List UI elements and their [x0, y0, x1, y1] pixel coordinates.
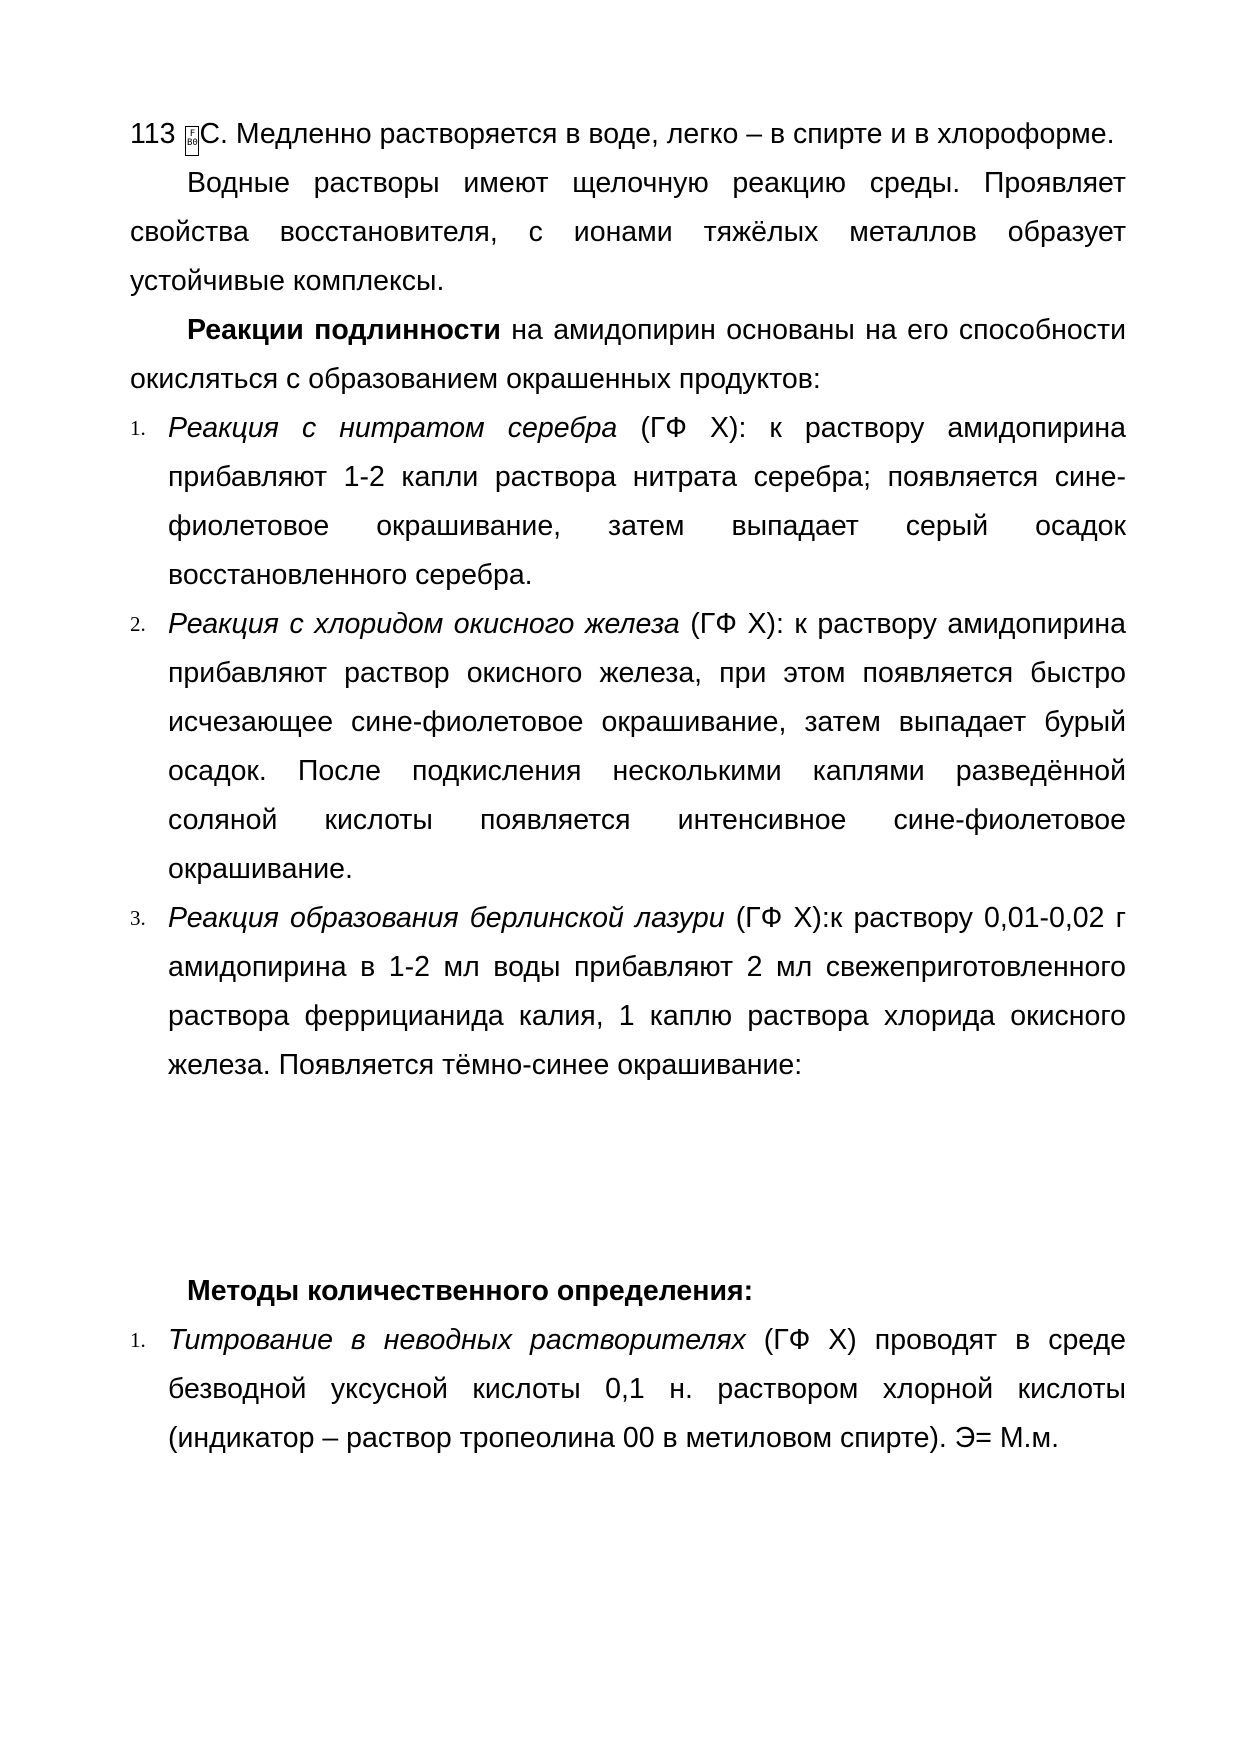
reaction-text: (ГФ Х):к раствору 0,01-0,02 г амидопирина в 1-2 мл воды прибавляют 2 мл свежеприготовленного раствора феррицианида калия, 1 каплю раствора хлорида окисного железа. Появляется тёмно-синее окрашивание: — [168, 902, 1126, 1081]
intro-text: С. Медленно растворяется в воде, легко – в спирте и в хлороформе. — [199, 118, 1115, 150]
document-page — [130, 110, 1126, 1463]
properties-paragraph: Водные растворы имеют щелочную реакцию среды. Проявляет свойства восстановителя, с ионами тяжёлых металлов образует устойчивые комплексы. — [130, 167, 1126, 297]
list-item-number: 1. — [130, 1328, 146, 1352]
reaction-text: (ГФ Х): к раствору амидопирина прибавляют раствор окисного железа, при этом появляется быстро исчезающее сине-фиолетовое окрашивание, затем выпадает бурый осадок. После подкисления несколькими каплями разведённой соляной кислоты появляется интенсивное сине-фиолетовое окрашивание. — [168, 608, 1126, 885]
missing-symbol-icon: F B0 — [185, 126, 199, 156]
list-item — [130, 894, 1126, 1090]
reactions-list — [130, 404, 1126, 1090]
reaction-text: (ГФ Х): к раствору амидопирина прибавляют 1-2 капли раствора нитрата серебра; появляется сине-фиолетовое окрашивание, затем выпадает серый осадок восстановленного серебра. — [168, 412, 1126, 591]
quantitative-heading: Методы количественного определения: — [187, 1275, 754, 1307]
reaction-title: Реакция с хлоридом окисного железа — [168, 608, 680, 640]
method-text: (ГФ Х) проводят в среде безводной уксусной кислоты 0,1 н. раствором хлорной кислоты (индикатор – раствор тропеолина 00 в метиловом спирте). Э= М.м. — [168, 1324, 1126, 1454]
list-item-number: 1. — [130, 416, 146, 440]
intro-paragraph — [130, 110, 1126, 159]
authenticity-bold-lead: Реакции подлинности — [187, 314, 501, 346]
list-item — [130, 1316, 1126, 1463]
page-start-number: 113 — [130, 118, 176, 150]
list-item — [130, 600, 1126, 894]
authenticity-paragraph — [130, 306, 1126, 404]
method-title: Титрование в неводных растворителях — [168, 1324, 746, 1356]
reaction-title: Реакция образования берлинской лазури — [168, 902, 725, 934]
list-item-number: 3. — [130, 906, 146, 930]
list-item-number: 2. — [130, 612, 146, 636]
list-item — [130, 404, 1126, 600]
reaction-title: Реакция с нитратом серебра — [168, 412, 618, 444]
methods-list — [130, 1316, 1126, 1463]
authenticity-text: на амидопирин основаны на его способности окисляться с образованием окрашенных продуктов: — [130, 314, 1126, 395]
